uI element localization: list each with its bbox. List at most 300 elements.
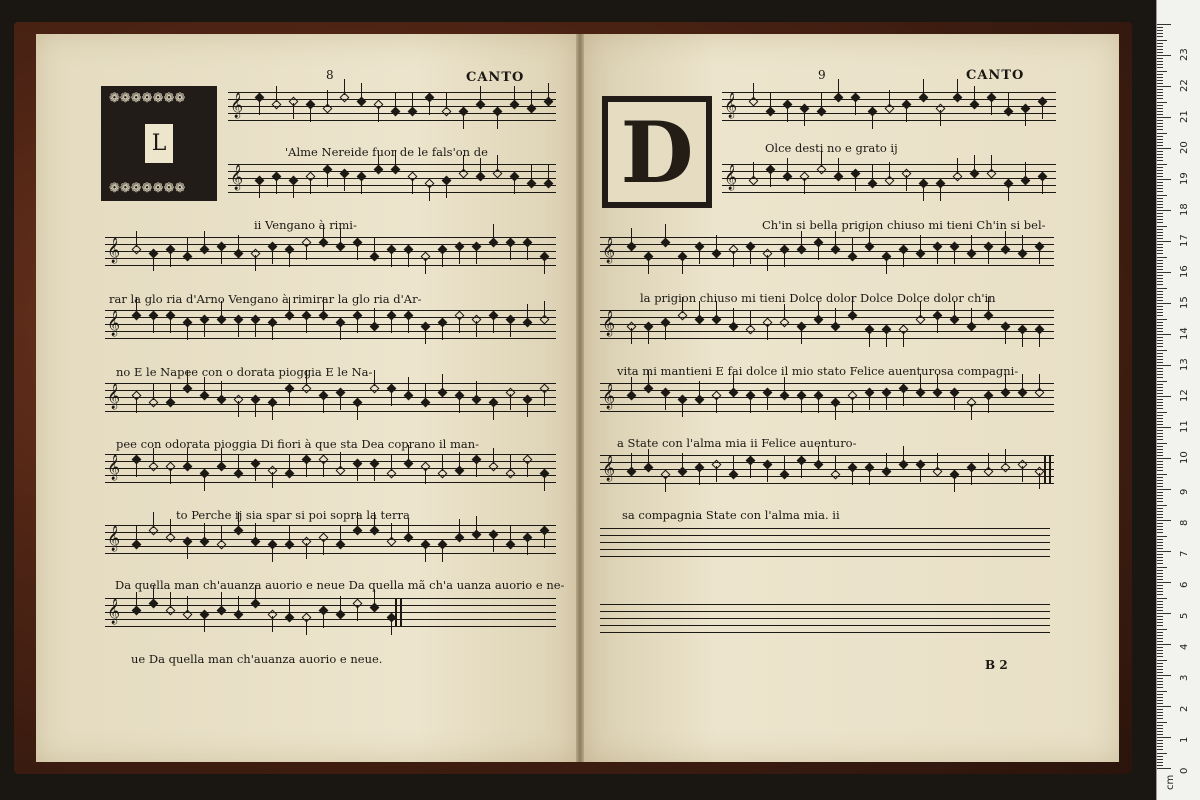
note-stem — [548, 83, 549, 99]
note-stem — [340, 526, 341, 542]
ruler-tick — [1157, 480, 1163, 481]
ruler-tick — [1157, 697, 1163, 698]
ruler-tick — [1157, 328, 1163, 329]
final-barline — [1044, 455, 1046, 483]
note-stem — [699, 248, 700, 264]
staff — [105, 525, 556, 553]
note-stem — [699, 381, 700, 397]
ruler-tick — [1157, 622, 1163, 623]
note-stem — [357, 404, 358, 420]
ruler-tick — [1157, 356, 1163, 357]
note-stem — [463, 113, 464, 129]
note-stem — [204, 616, 205, 632]
ruler-tick — [1157, 309, 1163, 310]
ruler-label: 12 — [1179, 389, 1190, 402]
note-stem — [391, 390, 392, 406]
note-stem — [631, 228, 632, 244]
ruler-label: 18 — [1179, 203, 1190, 216]
ruler-tick — [1157, 368, 1163, 369]
note-stem — [733, 251, 734, 267]
ruler-tick — [1157, 393, 1163, 394]
note-stem — [221, 381, 222, 397]
note-stem — [855, 175, 856, 191]
note-stem — [323, 397, 324, 413]
ruler-tick — [1157, 222, 1163, 223]
ruler-tick — [1157, 325, 1163, 326]
ruler-tick — [1157, 164, 1167, 165]
ruler-label: 1 — [1179, 736, 1190, 743]
clef-icon: 𝄞 — [107, 599, 121, 624]
note-stem — [1025, 110, 1026, 126]
note-stem — [395, 93, 396, 109]
clef-icon: 𝄞 — [602, 238, 616, 263]
ruler-tick — [1157, 570, 1163, 571]
note-stem — [153, 255, 154, 271]
ruler-tick — [1157, 746, 1163, 747]
ruler-tick — [1157, 629, 1167, 630]
note-stem — [340, 452, 341, 468]
ruler-tick — [1157, 182, 1163, 183]
note-stem — [974, 86, 975, 102]
note-stem — [374, 370, 375, 386]
lyric-line: ue Da quella man ch'auanza auorio e neue. — [131, 652, 383, 666]
note-stem — [784, 377, 785, 393]
ruler-tick — [1157, 269, 1163, 270]
note-stem — [937, 317, 938, 333]
note-stem — [323, 461, 324, 477]
note-stem — [770, 93, 771, 109]
staff-line — [722, 192, 1056, 193]
staff-line — [105, 383, 556, 384]
note-stem — [374, 465, 375, 481]
staff-line — [600, 455, 1054, 456]
ruler-label: 4 — [1179, 643, 1190, 650]
staff-line — [722, 120, 1056, 121]
note-stem — [733, 456, 734, 472]
ruler-tick — [1157, 495, 1163, 496]
ruler-tick — [1157, 433, 1163, 434]
ruler-tick — [1157, 191, 1163, 192]
note-stem — [753, 162, 754, 178]
staff-line — [105, 265, 556, 266]
note-stem — [787, 158, 788, 174]
ruler-tick — [1157, 64, 1163, 65]
ruler-tick — [1157, 55, 1171, 56]
note-stem — [425, 384, 426, 400]
lyric-line: Ch'in si bella prigion chiuso mi tieni Ch'in si bel- — [762, 218, 1046, 232]
ruler-tick — [1157, 216, 1163, 217]
ruler-tick — [1157, 718, 1163, 719]
ruler-tick — [1157, 167, 1163, 168]
ruler-tick — [1157, 498, 1163, 499]
note-stem — [920, 235, 921, 251]
note-stem — [412, 178, 413, 194]
note-stem — [906, 175, 907, 191]
ruler-tick — [1157, 384, 1163, 385]
ruler-label: 19 — [1179, 172, 1190, 185]
note-stem — [357, 605, 358, 621]
ruler-label: 9 — [1179, 488, 1190, 495]
note-stem — [852, 469, 853, 485]
note-stem — [357, 317, 358, 333]
ruler-tick — [1157, 374, 1163, 375]
note-stem — [988, 248, 989, 264]
note-stem — [940, 110, 941, 126]
ruler-tick — [1157, 607, 1163, 608]
note-stem — [770, 171, 771, 187]
staff-line — [105, 454, 556, 455]
ruler-tick — [1157, 722, 1167, 723]
note-stem — [544, 475, 545, 491]
ruler-tick — [1157, 306, 1163, 307]
note-stem — [648, 449, 649, 465]
ruler-tick — [1157, 470, 1163, 471]
ruler-tick — [1157, 415, 1163, 416]
ruler-label: 10 — [1179, 451, 1190, 464]
note-stem — [323, 612, 324, 628]
note-stem — [425, 468, 426, 484]
ruler-tick — [1157, 672, 1163, 673]
ruler-tick — [1157, 219, 1163, 220]
note-stem — [170, 384, 171, 400]
note-stem — [527, 539, 528, 555]
ruler-tick — [1157, 461, 1163, 462]
ruler-tick — [1157, 663, 1163, 664]
note-stem — [906, 106, 907, 122]
staff — [105, 598, 556, 626]
lyric-line: ii Vengano à rimi- — [254, 218, 357, 232]
note-stem — [374, 238, 375, 254]
clef-icon: 𝄞 — [602, 456, 616, 481]
note-stem — [459, 248, 460, 264]
clef-icon: 𝄞 — [602, 311, 616, 336]
note-stem — [272, 324, 273, 340]
note-stem — [357, 244, 358, 260]
note-stem — [153, 384, 154, 400]
note-stem — [204, 321, 205, 337]
note-stem — [716, 466, 717, 482]
note-stem — [544, 390, 545, 406]
note-stem — [889, 90, 890, 106]
ruler-tick — [1157, 145, 1163, 146]
note-stem — [544, 301, 545, 317]
ruler-tick — [1157, 604, 1163, 605]
note-stem — [548, 165, 549, 181]
note-stem — [872, 165, 873, 181]
ruler-tick — [1157, 743, 1163, 744]
note-stem — [954, 476, 955, 492]
ruler-tick — [1157, 734, 1163, 735]
ruler-tick — [1157, 371, 1163, 372]
staff-line — [600, 611, 1050, 612]
note-stem — [170, 519, 171, 535]
ruler-tick — [1157, 650, 1163, 651]
note-stem — [327, 171, 328, 187]
note-stem — [408, 377, 409, 393]
ruler-tick — [1157, 728, 1163, 729]
note-stem — [1022, 235, 1023, 251]
ruler-tick — [1157, 86, 1171, 87]
staff-line — [105, 237, 556, 238]
ruler-tick — [1157, 591, 1163, 592]
note-stem — [631, 328, 632, 344]
signature-mark: B 2 — [985, 658, 1008, 672]
ruler-tick — [1157, 753, 1167, 754]
ruler-tick — [1157, 756, 1163, 757]
note-stem — [429, 99, 430, 115]
note-stem — [425, 328, 426, 344]
initial-letter-d: D — [620, 102, 694, 202]
ruler-tick — [1157, 675, 1171, 676]
staff — [600, 383, 1054, 411]
note-stem — [801, 328, 802, 344]
ruler-tick — [1157, 691, 1167, 692]
ruler-tick — [1157, 362, 1163, 363]
ruler-label: 7 — [1179, 550, 1190, 557]
ruler-tick — [1157, 715, 1163, 716]
ruler-tick — [1157, 275, 1163, 276]
note-stem — [699, 469, 700, 485]
ruler-tick — [1157, 390, 1163, 391]
ruler-tick — [1157, 517, 1163, 518]
note-stem — [716, 397, 717, 413]
ruler-tick — [1157, 319, 1167, 320]
lyric-line: vita mi mantieni E fai dolce il mio stato Felice auenturosa compagni- — [617, 364, 1019, 378]
lyric-line: 'Alme Nereide fuor de le fals'on de — [285, 145, 488, 159]
ruler-unit: cm — [1165, 774, 1176, 790]
note-stem — [493, 448, 494, 464]
ruler-tick — [1157, 536, 1167, 537]
ruler-tick — [1157, 594, 1163, 595]
ruler-tick — [1157, 71, 1167, 72]
note-stem — [187, 238, 188, 254]
note-stem — [289, 390, 290, 406]
ruler-label: 3 — [1179, 674, 1190, 681]
note-stem — [412, 93, 413, 109]
ruler-tick — [1157, 377, 1163, 378]
note-stem — [442, 251, 443, 267]
ruler-tick — [1157, 737, 1171, 738]
note-stem — [425, 258, 426, 274]
note-stem — [852, 397, 853, 413]
note-stem — [510, 321, 511, 337]
clef-icon: 𝄞 — [107, 311, 121, 336]
note-stem — [408, 251, 409, 267]
note-stem — [510, 526, 511, 542]
ruler-tick — [1157, 170, 1163, 171]
note-stem — [391, 317, 392, 333]
ruler-tick — [1157, 27, 1163, 28]
note-stem — [238, 401, 239, 417]
note-stem — [1042, 103, 1043, 119]
ruler-tick — [1157, 523, 1163, 524]
staff — [600, 528, 1050, 556]
ruler-tick — [1157, 120, 1163, 121]
ruler-tick — [1157, 303, 1171, 304]
ruler-tick — [1157, 148, 1171, 149]
ruler-tick — [1157, 424, 1163, 425]
book-gutter — [576, 34, 584, 762]
ruler-tick — [1157, 731, 1163, 732]
ruler-tick — [1157, 36, 1163, 37]
note-stem — [153, 512, 154, 528]
staff-line — [105, 244, 556, 245]
ruler-tick — [1157, 725, 1163, 726]
staff-line — [105, 258, 556, 259]
note-stem — [971, 404, 972, 420]
ruler-tick — [1157, 526, 1163, 527]
note-stem — [459, 317, 460, 333]
note-stem — [991, 99, 992, 115]
note-stem — [476, 248, 477, 264]
note-stem — [886, 258, 887, 274]
staff — [600, 310, 1054, 338]
staff-line — [600, 542, 1050, 543]
note-stem — [988, 453, 989, 469]
note-stem — [750, 397, 751, 413]
note-stem — [136, 461, 137, 477]
ruler-tick — [1157, 529, 1163, 530]
ruler-tick — [1157, 232, 1163, 233]
note-stem — [889, 162, 890, 178]
note-stem — [429, 185, 430, 201]
final-barline — [1049, 455, 1051, 483]
ruler-tick — [1157, 446, 1163, 447]
ruler-tick — [1157, 694, 1163, 695]
left-page-number: 8 — [326, 68, 334, 82]
ruler-tick — [1157, 505, 1167, 506]
note-stem — [1042, 178, 1043, 194]
staff-line — [105, 338, 556, 339]
note-stem — [1022, 331, 1023, 347]
note-stem — [255, 321, 256, 337]
staff-line — [105, 324, 556, 325]
ruler-tick — [1157, 436, 1163, 437]
ruler-tick — [1157, 443, 1167, 444]
note-stem — [821, 93, 822, 109]
ruler-tick — [1157, 399, 1163, 400]
ruler-tick — [1157, 418, 1163, 419]
ruler-tick — [1157, 98, 1163, 99]
note-stem — [361, 83, 362, 99]
note-stem — [753, 83, 754, 99]
note-stem — [784, 251, 785, 267]
note-stem — [255, 465, 256, 481]
staff-line — [105, 626, 556, 627]
staff-line — [105, 546, 556, 547]
ruler-tick — [1157, 551, 1171, 552]
staff — [722, 164, 1056, 192]
measurement-ruler — [1156, 0, 1200, 800]
ruler-tick — [1157, 638, 1163, 639]
note-stem — [153, 317, 154, 333]
note-stem — [136, 592, 137, 608]
note-stem — [1039, 331, 1040, 347]
note-stem — [1005, 231, 1006, 247]
ruler-tick — [1157, 30, 1163, 31]
ruler-tick — [1157, 136, 1163, 137]
note-stem — [872, 113, 873, 129]
note-stem — [733, 308, 734, 324]
ruler-tick — [1157, 151, 1163, 152]
note-stem — [361, 178, 362, 194]
ruler-tick — [1157, 195, 1167, 196]
note-stem — [801, 462, 802, 478]
ruler-tick — [1157, 226, 1167, 227]
ruler-tick — [1157, 613, 1171, 614]
ruler-tick — [1157, 539, 1163, 540]
note-stem — [750, 248, 751, 264]
staff-line — [105, 411, 556, 412]
note-stem — [648, 258, 649, 274]
note-stem — [750, 311, 751, 327]
note-stem — [221, 248, 222, 264]
note-stem — [259, 182, 260, 198]
ruler-tick — [1157, 421, 1163, 422]
initial-letter-l: L — [151, 131, 167, 156]
note-stem — [787, 106, 788, 122]
ruler-tick — [1157, 74, 1163, 75]
ruler-tick — [1157, 188, 1163, 189]
ruler-tick — [1157, 272, 1171, 273]
ruler-tick — [1157, 703, 1163, 704]
clef-icon: 𝄞 — [107, 384, 121, 409]
note-stem — [442, 546, 443, 562]
ruler-label: 11 — [1179, 420, 1190, 433]
ruler-tick — [1157, 560, 1163, 561]
ruler-tick — [1157, 312, 1163, 313]
ruler-tick — [1157, 229, 1163, 230]
note-stem — [170, 592, 171, 608]
staff — [105, 454, 556, 482]
ruler-tick — [1157, 40, 1167, 41]
ruler-tick — [1157, 740, 1163, 741]
note-stem — [750, 462, 751, 478]
ruler-tick — [1157, 198, 1163, 199]
ruler-tick — [1157, 632, 1163, 633]
staff-line — [600, 383, 1054, 384]
clef-icon: 𝄞 — [107, 526, 121, 551]
ruler-tick — [1157, 567, 1167, 568]
ruler-tick — [1157, 483, 1163, 484]
note-stem — [510, 394, 511, 410]
note-stem — [801, 397, 802, 413]
note-stem — [170, 468, 171, 484]
staff-line — [600, 618, 1050, 619]
staff-line — [600, 632, 1050, 633]
note-stem — [306, 461, 307, 477]
ruler-tick — [1157, 681, 1163, 682]
note-stem — [665, 394, 666, 410]
lyric-line: sa compagnia State con l'alma mia. ii — [622, 508, 840, 522]
ruler-tick — [1157, 80, 1163, 81]
note-stem — [238, 455, 239, 471]
staff-line — [600, 265, 1054, 266]
note-stem — [767, 466, 768, 482]
staff — [722, 92, 1056, 120]
note-stem — [838, 158, 839, 174]
note-stem — [272, 616, 273, 632]
note-stem — [1022, 374, 1023, 390]
note-stem — [957, 79, 958, 95]
note-stem — [631, 453, 632, 469]
note-stem — [327, 90, 328, 106]
clef-icon: 𝄞 — [107, 455, 121, 480]
note-stem — [323, 539, 324, 555]
ruler-tick — [1157, 585, 1163, 586]
note-stem — [289, 526, 290, 542]
ruler-tick — [1157, 157, 1163, 158]
